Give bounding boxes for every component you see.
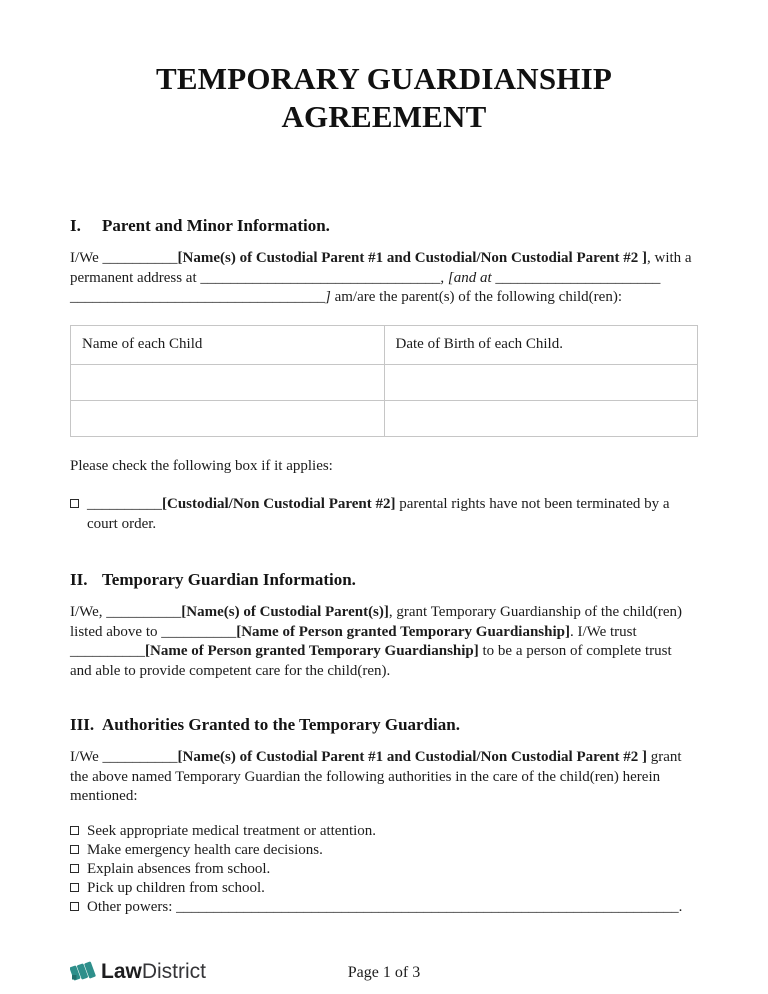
children-table-empty-cell	[71, 400, 385, 436]
checkbox-prompt: Please check the following box if it applies:	[70, 457, 333, 474]
authority-label: Other powers: ___________________________________________________________________.	[87, 898, 683, 915]
children-table-header-name: Name of each Child	[71, 325, 385, 364]
children-table-row	[71, 400, 698, 436]
children-table-header-dob: Date of Birth of each Child.	[384, 325, 698, 364]
checkbox-icon	[70, 864, 79, 873]
authority-item	[70, 841, 698, 860]
section-1-heading-label: Parent and Minor Information.	[102, 216, 330, 235]
authority-item	[70, 860, 698, 879]
authority-label: Explain absences from school.	[87, 860, 271, 877]
authority-item	[70, 898, 698, 917]
children-table-row	[71, 364, 698, 400]
checkbox-icon	[70, 883, 79, 892]
section-2-heading-label: Temporary Guardian Information.	[102, 570, 356, 589]
authorities-list	[70, 822, 698, 917]
page-footer	[70, 959, 698, 989]
section-3-number: III.	[70, 715, 95, 734]
children-table	[70, 325, 698, 437]
children-table-empty-cell	[384, 400, 698, 436]
parental-rights-checkbox-text: __________[Custodial/Non Custodial Parent #2] parental rights have not been terminated by a court order.	[87, 496, 670, 532]
section-2-paragraph: I/We, __________[Name(s) of Custodial Parent(s)], grant Temporary Guardianship of the child(ren) listed above to __________[Name of Person granted Temporary Guardianship]. I/We trust __________[Name of Person granted Temporary Guardianship] to be a person of complete trust and able to provide competent care for the child(ren).	[70, 604, 683, 679]
section-2-heading	[70, 570, 698, 590]
section-1-heading	[70, 216, 698, 236]
section-1-paragraph: I/We __________[Name(s) of Custodial Parent #1 and Custodial/Non Custodial Parent #2 ], with a permanent address at ________________________________, [and at ______________________ __________________________________] am/are the parent(s) of the following child(ren):	[70, 250, 692, 305]
section-2-number: II.	[70, 570, 88, 589]
document-title: TEMPORARY GUARDIANSHIP AGREEMENT	[156, 61, 612, 134]
authority-label: Make emergency health care decisions.	[87, 841, 323, 858]
children-table-empty-cell	[71, 364, 385, 400]
authority-label: Seek appropriate medical treatment or attention.	[87, 822, 377, 839]
checkbox-icon	[70, 826, 79, 835]
children-table-header-row	[71, 325, 698, 364]
logo-text-law: Law	[101, 959, 142, 983]
checkbox-icon	[70, 902, 79, 911]
page-number: Page 1 of 3	[347, 963, 421, 981]
section-1-number: I.	[70, 216, 81, 235]
logo-text-district: District	[141, 959, 207, 983]
section-3-paragraph: I/We __________[Name(s) of Custodial Parent #1 and Custodial/Non Custodial Parent #2 ] grant the above named Temporary Guardian the following authorities in the care of the child(ren) herein mentioned:	[70, 749, 682, 804]
authority-label: Pick up children from school.	[87, 879, 265, 896]
checkbox-icon	[70, 499, 79, 508]
parental-rights-checkbox-item	[70, 495, 698, 534]
section-3-heading	[70, 715, 698, 735]
children-table-empty-cell	[384, 364, 698, 400]
authority-item	[70, 822, 698, 841]
checkbox-icon	[70, 845, 79, 854]
authority-item	[70, 879, 698, 898]
section-3-heading-label: Authorities Granted to the Temporary Guardian.	[102, 715, 460, 734]
